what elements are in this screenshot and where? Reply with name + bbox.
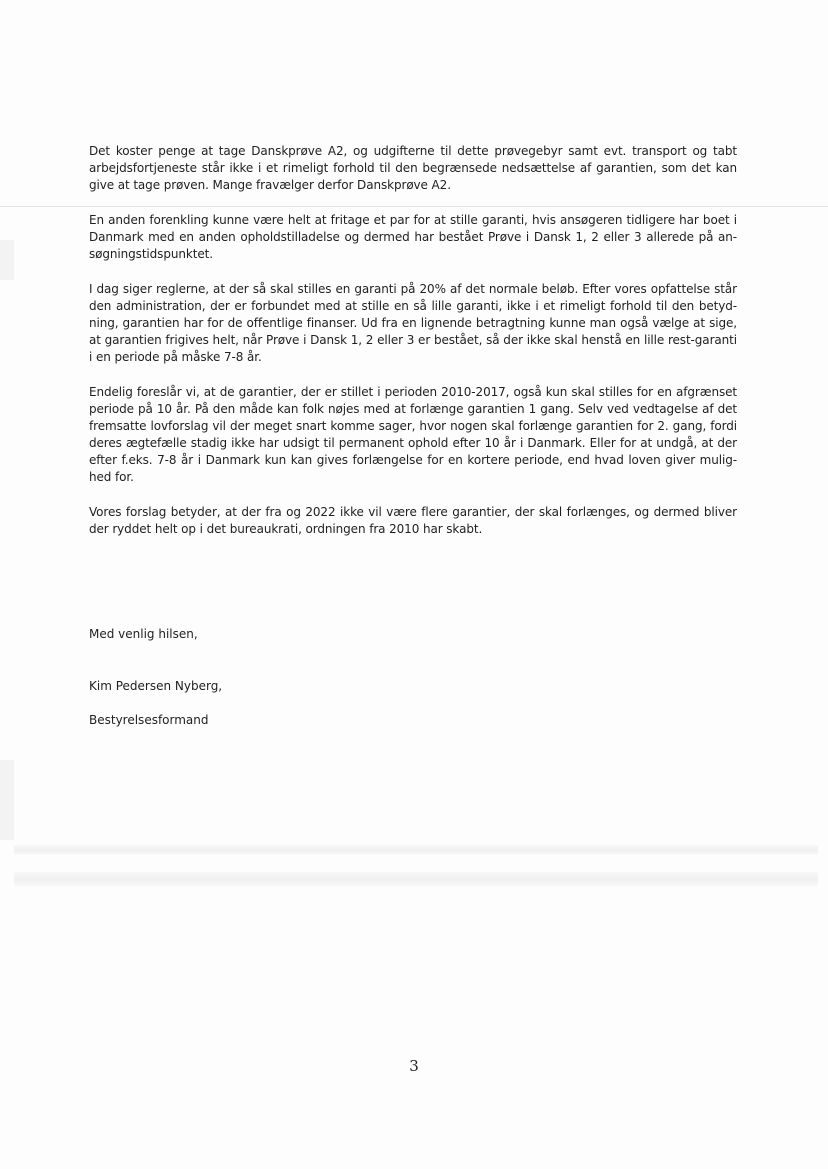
closing-greeting: Med venlig hilsen,	[89, 627, 198, 641]
paragraph: En anden forenkling kunne være helt at fritage et par for at stille garanti, hvis ansøgeren tidligere har boet i Danmark med en anden opholdstilladelse og dermed har bestået Prøve i Dansk 1, 2 eller 3 allerede på an-søgningstidspunktet.	[89, 213, 737, 261]
scan-band	[14, 845, 818, 855]
signature-name: Kim Pedersen Nyberg,	[89, 679, 223, 693]
paragraph: I dag siger reglerne, at der så skal stilles en garanti på 20% af det normale beløb. Efter vores opfattelse står den administration, der er forbundet med at stille en så lille garanti, ikke i et rimeligt forhold til den betyd-ning, garantien har for de offentlige finanser. Ud fra en lignende betragtning kunne man også vælge at sige, at garantien frigives helt, når Prøve i Dansk 1, 2 eller 3 er bestået, så der ikke skal henstå en lille rest-garanti i en periode på måske 7-8 år.	[89, 282, 737, 364]
paragraph: Det koster penge at tage Danskprøve A2, og udgifterne til dette prøvegebyr samt evt. transport og tabt arbejdsfortjeneste står ikke i et rimeligt forhold til den begrænsede nedsættelse af garantien, som det kan give at tage prøven. Mange fravælger derfor Danskprøve A2.	[89, 144, 737, 192]
scan-artifact	[0, 240, 14, 280]
signature-title: Bestyrelsesformand	[89, 713, 209, 727]
page-number: 3	[409, 1057, 419, 1075]
scan-band	[14, 872, 818, 886]
scan-artifact	[0, 760, 14, 840]
paragraph: Vores forslag betyder, at der fra og 2022 ikke vil være flere garantier, der skal forlænges, og dermed bliver der ryddet helt op i det bureaukrati, ordningen fra 2010 har skabt.	[89, 505, 737, 536]
paragraph: Endelig foreslår vi, at de garantier, der er stillet i perioden 2010-2017, også kun skal stilles for en afgrænset periode på 10 år. På den måde kan folk nøjes med at forlænge garantien 1 gang. Selv ved vedtagelse af det fremsatte lovforslag vil der meget snart komme sager, hvor nogen skal forlænge garantien for 2. gang, fordi deres ægtefælle stadig ikke har udsigt til permanent ophold efter 10 år i Danmark. Eller for at undgå, at der efter f.eks. 7-8 år i Danmark kun kan gives forlængelse for en kortere periode, end hvad loven giver mulig-hed for.	[89, 385, 737, 484]
letter-body	[89, 143, 737, 556]
